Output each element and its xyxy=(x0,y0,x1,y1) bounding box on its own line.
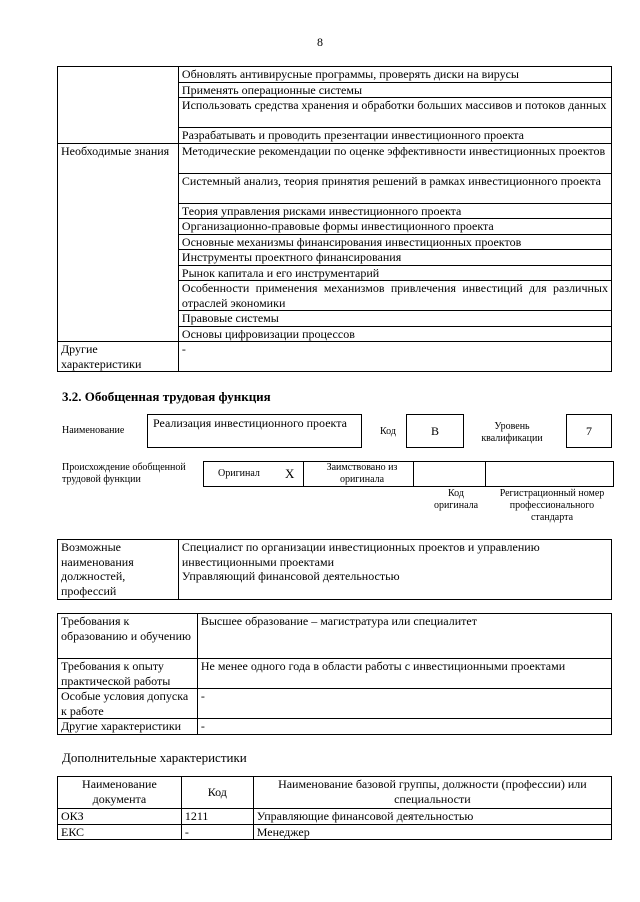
code-label: Код xyxy=(380,426,396,437)
requirement-value: Высшее образование – магистратура или специалитет xyxy=(197,614,611,659)
requirement-label: Особые условия допуска к работе xyxy=(58,689,198,719)
header-code: Код xyxy=(181,777,253,809)
knowledge-item: Методические рекомендации по оценке эффективности инвестиционных проектов xyxy=(178,143,611,173)
positions-value xyxy=(178,540,611,600)
borrowed-label: Заимствовано из оригинала xyxy=(326,462,398,485)
header-document: Наименование документа xyxy=(58,777,182,809)
requirement-label: Требования к образованию и обучению xyxy=(58,614,198,659)
requirement-value: - xyxy=(197,719,611,735)
origin-divider xyxy=(485,461,486,487)
skill-item: Использовать средства хранения и обработки больших массивов и потоков данных xyxy=(178,98,611,128)
knowledge-item: Организационно-правовые формы инвестиционного проекта xyxy=(178,219,611,235)
original-label: Оригинал xyxy=(218,468,260,479)
qualification-level-value: 7 xyxy=(586,424,592,438)
positions-table xyxy=(57,539,612,600)
knowledge-item: Теория управления рисками инвестиционного проекта xyxy=(178,203,611,219)
skill-item: Применять операционные системы xyxy=(178,82,611,98)
page-number: 8 xyxy=(317,35,323,49)
skills-label-cell xyxy=(58,67,179,144)
additional-table xyxy=(57,776,612,840)
name-label: Наименование xyxy=(62,425,125,436)
requirement-value: Не менее одного года в области работы с инвестиционными проектами xyxy=(197,659,611,689)
section-heading: 3.2. Обобщенная трудовая функция xyxy=(62,389,271,404)
requirement-label: Другие характеристики xyxy=(58,719,198,735)
other-characteristics-value: - xyxy=(178,342,611,372)
code-box xyxy=(406,414,464,448)
knowledge-item: Особенности применения механизмов привлечения инвестиций для различных отраслей экономики xyxy=(178,281,611,311)
requirement-label: Требования к опыту практической работы xyxy=(58,659,198,689)
knowledge-item: Рынок капитала и его инструментарий xyxy=(178,265,611,281)
function-name-value: Реализация инвестиционного проекта xyxy=(153,416,347,430)
doc-group-cell: Управляющие финансовой деятельностью xyxy=(253,809,611,825)
additional-heading: Дополнительные характеристики xyxy=(62,750,247,765)
positions-label: Возможные наименования должностей, профессий xyxy=(58,540,179,600)
origin-divider xyxy=(303,461,304,487)
origin-divider xyxy=(413,461,414,487)
skill-item: Разрабатывать и проводить презентации инвестиционного проекта xyxy=(178,128,611,144)
other-characteristics-label: Другие характеристики xyxy=(58,342,179,372)
knowledge-item: Основы цифровизации процессов xyxy=(178,326,611,342)
original-mark: Х xyxy=(285,466,295,481)
skills-table xyxy=(57,66,612,372)
doc-name-cell: ЕКС xyxy=(58,824,182,840)
knowledge-item: Системный анализ, теория принятия решений в рамках инвестиционного проекта xyxy=(178,173,611,203)
doc-name-cell: ОКЗ xyxy=(58,809,182,825)
origin-label: Происхождение обобщенной трудовой функции xyxy=(62,462,186,485)
knowledge-label-cell: Необходимые знания xyxy=(58,143,179,342)
requirements-table xyxy=(57,613,612,735)
requirement-value: - xyxy=(197,689,611,719)
reg-number-label: Регистрационный номер профессионального стандарта xyxy=(499,488,605,523)
code-value: В xyxy=(430,424,439,438)
doc-group-cell: Менеджер xyxy=(253,824,611,840)
qualification-level-label: Уровень квалификации xyxy=(481,421,543,444)
doc-code-cell: - xyxy=(181,824,253,840)
position-line: Специалист по организации инвестиционных проектов и управлению инвестиционными проектами xyxy=(181,540,540,569)
knowledge-item: Правовые системы xyxy=(178,311,611,327)
code-original-label: Код оригинала xyxy=(433,488,479,511)
function-name-box xyxy=(147,414,362,448)
knowledge-item: Основные механизмы финансирования инвестиционных проектов xyxy=(178,234,611,250)
skill-item: Обновлять антивирусные программы, проверять диски на вирусы xyxy=(178,67,611,83)
origin-box xyxy=(203,461,614,487)
header-group: Наименование базовой группы, должности (профессии) или специальности xyxy=(253,777,611,809)
knowledge-item: Инструменты проектного финансирования xyxy=(178,250,611,266)
doc-code-cell: 1211 xyxy=(181,809,253,825)
position-line: Управляющий финансовой деятельностью xyxy=(181,569,400,583)
qualification-level-box xyxy=(566,414,612,448)
